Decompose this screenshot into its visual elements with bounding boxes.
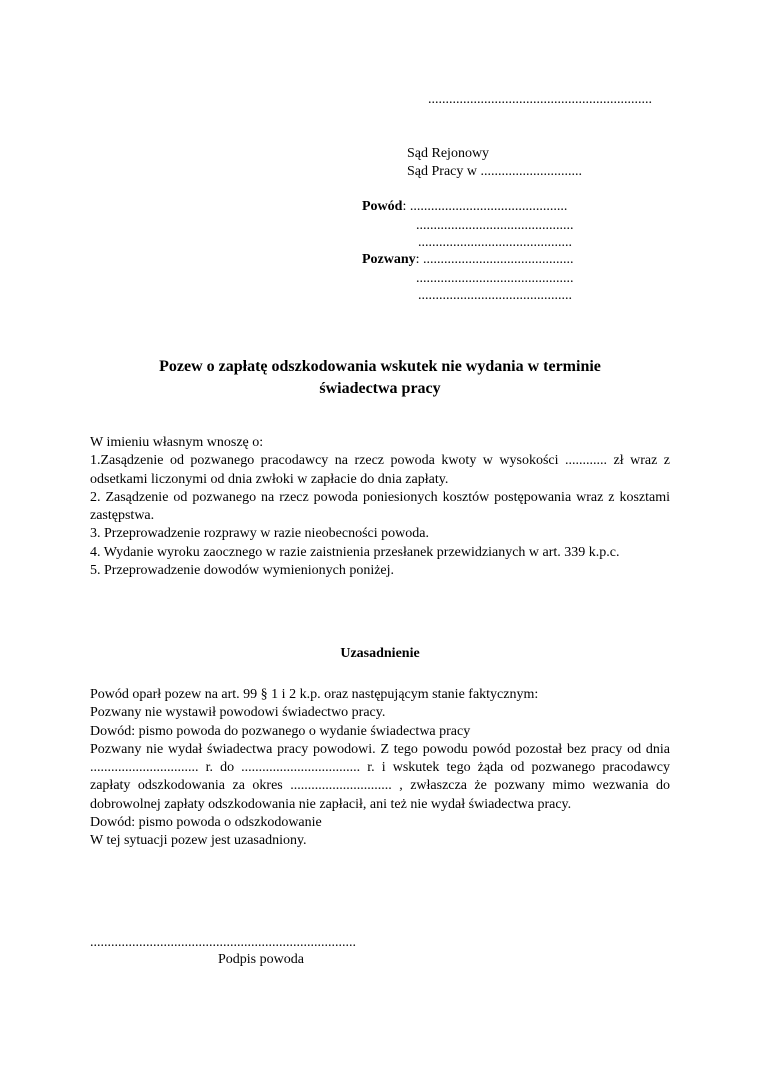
plaintiff-line-3: ............................................ (418, 235, 572, 250)
title-line-1: Pozew o zapłatę odszkodowania wskutek nie wydania w terminie (159, 358, 601, 375)
plaintiff-line-2: ............................................. (416, 218, 574, 233)
title-line-2: świadectwa pracy (319, 380, 441, 397)
document-title (90, 356, 670, 400)
court-division: Sąd Pracy w ............................. (407, 164, 582, 179)
justification-paragraph-1: Powód oparł pozew na art. 99 § 1 i 2 k.p. oraz następującym stanie faktycznym: (90, 687, 539, 702)
justification-section (90, 686, 670, 851)
request-item-5: 5. Przeprowadzenie dowodów wymienionych poniżej. (90, 563, 395, 579)
plaintiff-label: Powód (362, 199, 403, 214)
place-date-line: ................................................................ (428, 92, 652, 107)
defendant-label: Pozwany (362, 252, 416, 267)
justification-paragraph-6: W tej sytuacji pozew jest uzasadniony. (90, 833, 307, 849)
request-item-3: 3. Przeprowadzenie rozprawy w razie nieobecności powoda. (90, 526, 429, 542)
defendant-line-2: ............................................. (416, 271, 574, 286)
justification-paragraph-2: Pozwany nie wystawił powodowi świadectwo pracy. (90, 705, 386, 721)
justification-paragraph-5: Dowód: pismo powoda o odszkodowanie (90, 815, 322, 831)
defendant-dots-1: : ........................................... (415, 252, 574, 267)
plaintiff-dots-1: : ............................................. (402, 199, 568, 214)
request-item-1: 1.Zasądzenie od pozwanego pracodawcy na rzecz powoda kwoty w wysokości ............ zł wraz z odsetkami liczonymi od dnia zwłoki w zapłacie do dnia zapłaty. (90, 453, 670, 487)
justification-paragraph-4: Pozwany nie wydał świadectwa pracy powodowi. Z tego powodu powód pozostał bez pracy od dnia ............................... r. do .................................. r. i wskutek tego żąda od pozwanego pracodawcy zapłaty odszkodowania za okres ............................. , zwłaszcza że pozwany mimo wezwania do dobrowolnej zapłaty odszkodowania nie zapłacił, ani też nie wydał świadectwa pracy. (90, 741, 670, 812)
request-item-4: 4. Wydanie wyroku zaocznego w razie zaistnienia przesłanek przewidzianych w art. 339 k.p.c. (90, 544, 620, 560)
justification-heading: Uzasadnienie (340, 646, 420, 661)
plaintiff-line-1 (362, 198, 567, 216)
defendant-line-1 (362, 251, 574, 269)
request-item-2: 2. Zasądzenie od pozwanego na rzecz powoda poniesionych kosztów postępowania wraz z kosztami zastępstwa. (90, 489, 670, 524)
signature-label: Podpis powoda (218, 952, 304, 967)
court-name: Sąd Rejonowy (407, 146, 490, 161)
signature-line: ............................................................................ (90, 935, 356, 950)
requests-section (90, 434, 670, 580)
justification-paragraph-3: Dowód: pismo powoda do pozwanego o wydanie świadectwa pracy (90, 723, 471, 739)
requests-intro: W imieniu własnym wnoszę o: (90, 435, 264, 450)
defendant-line-3: ............................................ (418, 288, 572, 303)
